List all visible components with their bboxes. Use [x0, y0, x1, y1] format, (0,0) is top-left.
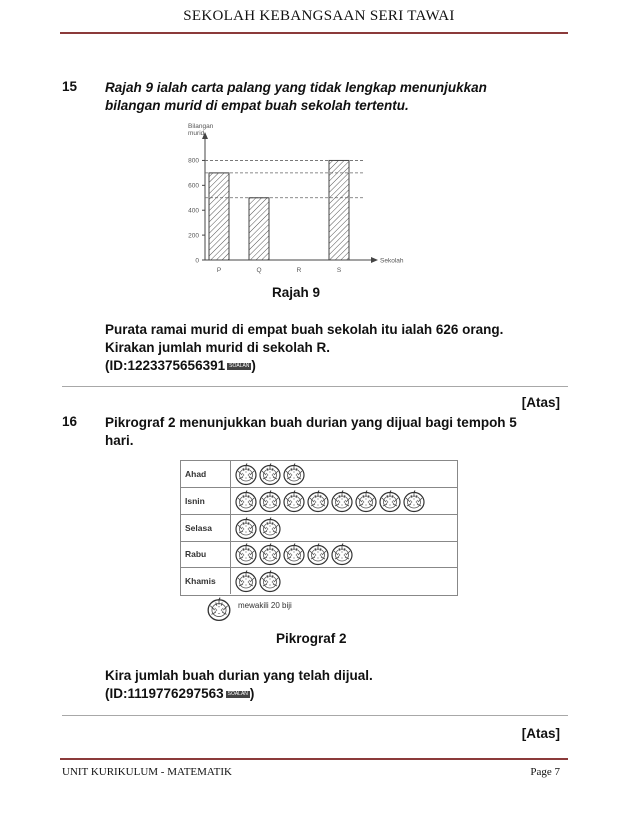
durian-icon — [258, 569, 282, 593]
question-15-body2: Kirakan jumlah murid di sekolah R. — [105, 340, 331, 355]
question-15-id-close: ) — [251, 358, 256, 373]
durian-icon — [234, 542, 258, 566]
bar-chart-rajah-9 — [160, 118, 404, 278]
durian-icon — [258, 489, 282, 513]
pictograph-row-rabu — [181, 541, 457, 568]
y-tick-label: 200 — [188, 232, 199, 240]
pictograph-row-ahad — [181, 461, 457, 488]
footer-rule — [60, 758, 568, 760]
x-tick-label-Q: Q — [256, 267, 262, 274]
pictograph-day-label: Khamis — [181, 568, 231, 594]
durian-icon — [234, 516, 258, 540]
question-16-id-tag[interactable]: SOALAN — [227, 690, 248, 697]
bar-P — [209, 173, 229, 260]
pictograph-row-isnin — [181, 488, 457, 515]
durian-icon — [330, 489, 354, 513]
x-axis-arrow — [371, 257, 378, 263]
header-rule — [60, 32, 568, 34]
y-axis-label-line2: murid — [188, 130, 205, 137]
legend-durian-icon — [205, 596, 233, 622]
question-15-prompt — [105, 79, 575, 115]
durian-icon — [258, 542, 282, 566]
question-15-id — [105, 357, 575, 375]
durian-icon — [258, 516, 282, 540]
durian-icon — [402, 489, 426, 513]
separator-2 — [62, 715, 568, 716]
y-tick-label: 600 — [188, 182, 199, 190]
question-16-id-close: ) — [249, 686, 255, 701]
pictograph-icons — [234, 489, 426, 513]
durian-icon — [378, 489, 402, 513]
question-15-id-tag[interactable]: SOALAN — [229, 362, 250, 369]
question-16-line2: hari. — [105, 433, 134, 448]
durian-icon — [258, 462, 282, 486]
pictograph-row-selasa — [181, 515, 457, 542]
question-16-id-text: (ID:1119776297563 — [105, 686, 224, 701]
x-tick-label-R: R — [296, 267, 302, 274]
pictograph-day-label: Ahad — [181, 461, 231, 487]
pictograph-legend-text: mewakili 20 biji — [238, 601, 292, 610]
question-15-body — [105, 321, 575, 375]
question-16-body — [105, 667, 575, 703]
durian-icon — [306, 542, 330, 566]
footer-left-text: UNIT KURIKULUM - MATEMATIK — [62, 766, 232, 778]
y-axis-label-line1: Bilangan — [188, 123, 214, 130]
y-tick-label: 400 — [188, 207, 199, 215]
pictograph-icons — [234, 542, 354, 566]
question-15-line1: Rajah 9 ialah carta palang yang tidak lengkap menunjukkan — [105, 80, 487, 95]
question-15-line2: bilangan murid di empat buah sekolah tertentu. — [105, 98, 409, 113]
durian-icon — [234, 569, 258, 593]
durian-icon — [234, 462, 258, 486]
pictograph-day-label: Isnin — [181, 488, 231, 514]
y-tick-label: 0 — [195, 257, 199, 265]
durian-icon — [282, 462, 306, 486]
pictograph-icons — [234, 569, 282, 593]
atas-link-15[interactable]: [Atas] — [521, 395, 560, 410]
footer-page-number: Page 7 — [530, 766, 560, 778]
question-16-id — [105, 685, 575, 703]
question-15-id-text: (ID:1223375656391 — [105, 358, 226, 373]
durian-icon — [330, 542, 354, 566]
question-16-line1: Pikrograf 2 menunjukkan buah durian yang dijual bagi tempoh 5 — [105, 415, 517, 430]
durian-icon — [306, 489, 330, 513]
question-16-prompt — [105, 414, 575, 450]
pictograph-icons — [234, 462, 306, 486]
rajah-9-caption: Rajah 9 — [272, 285, 321, 300]
durian-icon — [234, 489, 258, 513]
pictograph-row-khamis — [181, 568, 457, 594]
pictograph-icons — [234, 516, 282, 540]
question-16-number: 16 — [62, 414, 78, 429]
question-16-body1: Kira jumlah buah durian yang telah dijual. — [105, 668, 373, 683]
durian-icon — [282, 489, 306, 513]
x-tick-label-S: S — [336, 267, 342, 274]
x-tick-label-P: P — [216, 267, 222, 274]
durian-icon — [282, 542, 306, 566]
durian-icon — [354, 489, 378, 513]
question-15-body1: Purata ramai murid di empat buah sekolah itu ialah 626 orang. — [105, 322, 504, 337]
bar-S — [329, 160, 349, 260]
pictograph-day-label: Rabu — [181, 541, 231, 567]
page-header-title: SEKOLAH KEBANGSAAN SERI TAWAI — [183, 8, 455, 24]
y-tick-label: 800 — [188, 157, 199, 165]
separator-1 — [62, 386, 568, 387]
question-15-number: 15 — [62, 79, 78, 94]
pictograph-day-label: Selasa — [181, 515, 231, 541]
x-axis-label: Sekolah — [380, 257, 404, 265]
atas-link-16[interactable]: [Atas] — [521, 726, 560, 741]
pictograph-2 — [180, 460, 458, 596]
bar-Q — [249, 198, 269, 260]
pikrograf-2-caption: Pikrograf 2 — [276, 631, 347, 646]
